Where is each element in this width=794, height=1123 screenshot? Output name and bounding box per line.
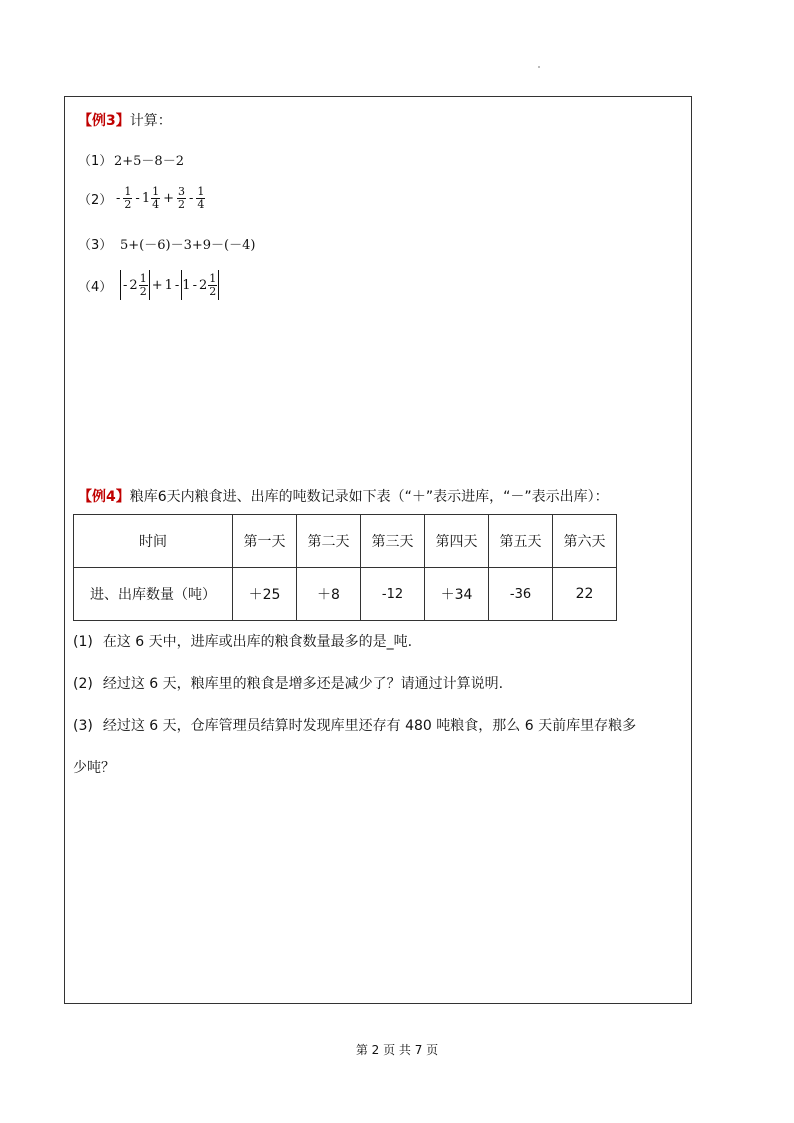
question-2 <box>73 673 503 693</box>
question-2-number: (2) <box>73 676 93 692</box>
question-3 <box>73 715 636 735</box>
example-4-title: 粮库6天内粮食进、出库的吨数记录如下表（“＋”表示进库，“－”表示出库）： <box>129 489 609 505</box>
problem-1-number: （1） <box>78 154 113 169</box>
header-cell: 第三天 <box>361 515 425 568</box>
header-cell: 第六天 <box>553 515 617 568</box>
header-cell: 第一天 <box>233 515 297 568</box>
question-3-text: 经过这 6 天，仓库管理员结算时发现库里还存有 480 吨粮食，那么 6 天前库里存粮多 <box>102 718 637 734</box>
header-cell: 第五天 <box>489 515 553 568</box>
example-3-tag: 【例3】 <box>78 113 130 129</box>
problem-2-number: （2） <box>78 193 113 208</box>
question-2-text: 经过这 6 天，粮库里的粮食是增多还是减少了？请通过计算说明. <box>102 676 504 692</box>
question-3-continued <box>73 757 115 777</box>
example-4-tag: 【例4】 <box>78 489 130 505</box>
question-3-number: (3) <box>73 718 93 734</box>
value-cell: ＋25 <box>233 568 297 621</box>
value-cell: 22 <box>553 568 617 621</box>
problem-2 <box>78 186 206 211</box>
problem-4 <box>78 270 219 300</box>
problem-1-expression: 2+5－8－2 <box>114 154 184 169</box>
example-3-title: 计算： <box>129 113 172 129</box>
question-1-number: (1) <box>73 634 93 650</box>
header-cell: 时间 <box>74 515 233 568</box>
value-cell: ＋8 <box>297 568 361 621</box>
problem-3-number: （3） <box>78 238 113 253</box>
example-4-heading <box>78 486 609 506</box>
problem-3-expression: 5+(－6)－3+9－(－4) <box>120 238 256 253</box>
value-cell: ＋34 <box>425 568 489 621</box>
row-label-cell: 进、出库数量（吨） <box>74 568 233 621</box>
header-cell: 第二天 <box>297 515 361 568</box>
problem-1 <box>78 150 184 169</box>
page-footer: 第 2 页 共 7 页 <box>355 1043 439 1057</box>
table-header-row <box>74 515 617 568</box>
value-cell: -12 <box>361 568 425 621</box>
problem-4-expression: - 2 $\frac{1}{2}$ + 1 - 1 - 2 $\frac{1}{2}$ <box>120 270 219 300</box>
problem-3 <box>78 234 255 253</box>
problem-2-expression: - $\frac{1}{2}$ - 1 $\frac{1}{4}$ + $\frac{3}{2}$ - $\frac{1}{4}$ <box>116 185 205 211</box>
problem-4-number: （4） <box>78 279 113 295</box>
question-1 <box>73 631 412 651</box>
question-1-text: 在这 6 天中，进库或出库的粮食数量最多的是_吨. <box>102 634 413 650</box>
example-3-heading <box>78 110 172 130</box>
header-cell: 第四天 <box>425 515 489 568</box>
question-3-text-line2: 少吨？ <box>73 760 115 776</box>
grain-record-table <box>73 514 617 621</box>
table-row <box>74 568 617 621</box>
value-cell: -36 <box>489 568 553 621</box>
scan-dot <box>538 66 540 68</box>
